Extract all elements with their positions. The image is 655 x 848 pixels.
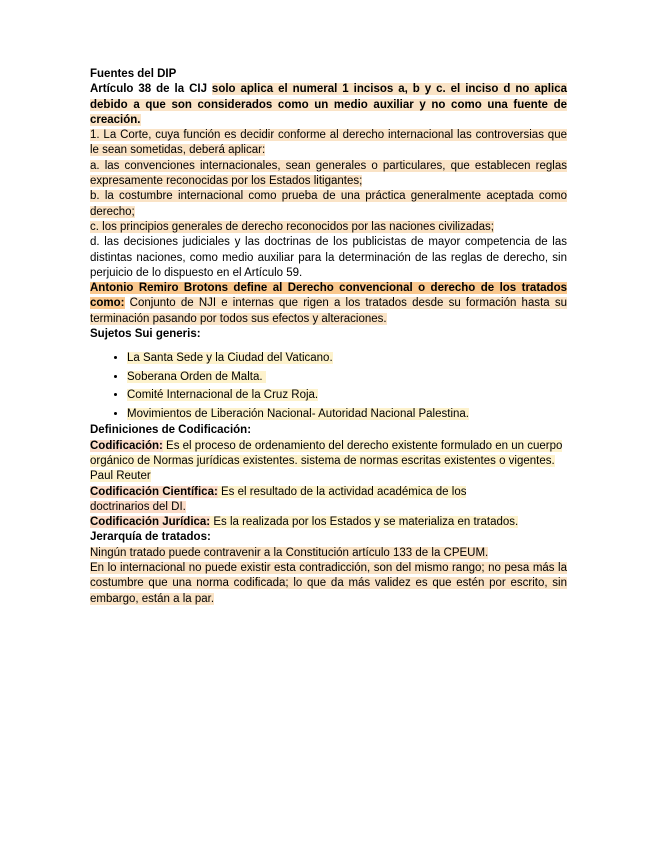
- icj-article-intro: [90, 128, 567, 159]
- text-run: Jerarquía de tratados:: [90, 531, 211, 544]
- icj-item-b: [90, 189, 567, 220]
- text-run: Conjunto de NJI e internas que rigen a los tratados desde su formación hasta su terminación pasando por todos sus efectos y alteraciones.: [90, 297, 567, 325]
- text-run: b. la costumbre internacional como prueba de una práctica generalmente aceptada como derecho;: [90, 190, 567, 218]
- doc-title: [90, 67, 567, 82]
- icj-item-d: [90, 235, 567, 281]
- list-item: [127, 386, 567, 405]
- heading-definiciones-codificacion: [90, 423, 567, 438]
- text-run: Codificación Científica:: [90, 485, 218, 498]
- text-run: Es el proceso de ordenamiento del derecho existente formulado en un cuerpo orgánico de Normas jurídicas existentes. sistema de normas escritas existentes o vigentes. Paul Reuter: [90, 439, 563, 483]
- text-run: Movimientos de Liberación Nacional- Autoridad Nacional Palestina.: [127, 407, 469, 420]
- text-run: Definiciones de Codificación:: [90, 424, 252, 437]
- text-run: Es la realizada por los Estados y se materializa en tratados.: [210, 516, 519, 529]
- def-codificacion: [90, 439, 567, 485]
- jerarquia-line: [90, 546, 567, 561]
- text-run: Fuentes del DIP: [90, 68, 177, 80]
- text-run: a. las convenciones internacionales, sean generales o particulares, que establecen reglas expresamente reconocidas por los Estados litigantes;: [90, 159, 567, 188]
- text-run: 1. La Corte, cuya función es decidir conforme al derecho internacional las controversias que le sean sometidas, deberá aplicar:: [90, 129, 567, 157]
- heading-jerarquia-tratados: [90, 530, 567, 545]
- text-run: Codificación Jurídica:: [90, 516, 211, 529]
- text-run: La Santa Sede y la Ciudad del Vaticano.: [127, 352, 333, 365]
- text-run: doctrinarios del DI.: [90, 500, 186, 513]
- text-run: Antonio Remiro Brotons define al Derecho convencional o derecho de los tratados como:: [90, 282, 567, 310]
- brotons-definition: [90, 281, 567, 327]
- text-run: Artículo 38 de la CIJ: [90, 83, 212, 96]
- text-run: Comité Internacional de la Cruz Roja.: [127, 389, 319, 402]
- sui-generis-list: [90, 349, 567, 423]
- text-run: c. los principios generales de derecho reconocidos por las naciones civilizadas;: [90, 220, 494, 233]
- list-item: [127, 405, 567, 424]
- text-run: En lo internacional no puede existir esta contradicción, son del mismo rango; no pesa más la costumbre que una norma codificada; lo que da más validez es que estén por escrito, sin embargo, están a la par.: [90, 562, 567, 605]
- list-item: [127, 349, 567, 368]
- text-run: Ningún tratado puede contravenir a la Constitución artículo 133 de la CPEUM.: [90, 546, 489, 559]
- def-codificacion-juridica: [90, 515, 567, 530]
- text-run: [125, 297, 130, 309]
- text-run: d. las decisiones judiciales y las doctrinas de los publicistas de mayor competencia de las distintas naciones, como medio auxiliar para la determinación de las reglas de derecho, sin perjuicio de lo dispuesto en el Artículo 59.: [90, 236, 567, 279]
- icj-item-a: [90, 159, 567, 190]
- article-38-statement: [90, 82, 567, 128]
- text-run: Soberana Orden de Malta.: [127, 370, 266, 383]
- heading-sujetos-sui-generis: [90, 327, 567, 342]
- icj-item-c: [90, 220, 567, 235]
- list-item: [127, 368, 567, 387]
- document-page: [90, 67, 567, 607]
- def-codificacion-cientifica: [90, 485, 567, 516]
- text-run: Es el resultado de la actividad académica de los: [217, 485, 467, 498]
- text-run: solo aplica el numeral 1 incisos a, b y c. el inciso d no aplica debido a que son considerados como un medio auxiliar y no como una fuente de creación.: [90, 83, 567, 126]
- text-run: Codificación:: [90, 439, 163, 452]
- jerarquia-paragraph: [90, 561, 567, 607]
- text-run: Sujetos Sui generis:: [90, 328, 201, 341]
